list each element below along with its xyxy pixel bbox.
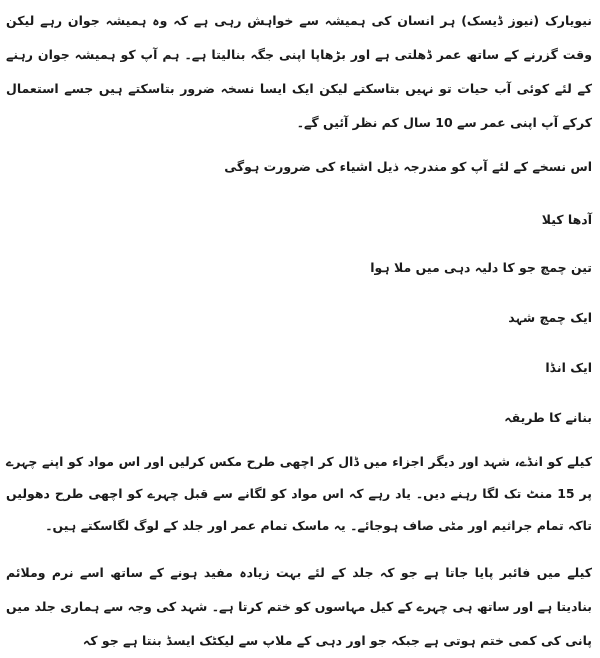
method-heading: بنانے کا طریقہ <box>504 410 592 425</box>
benefits-paragraph: کیلے میں فائبر پایا جاتا ہے جو کہ جلد کے لئے بہت زیادہ مفید ہونے کے ساتھ اسے نرم وملائم بنادیتا ہے اور ساتھ ہی چہرے کے کیل مہاسوں کو ختم کرتا ہے۔ شہد کی وجہ سے ہماری جلد میں پانی کی کمی ختم ہوتی ہے جبکہ جو اور دہی کے ملاپ سے لیکٹک ایسڈ بنتا ہے جو کہ <box>6 565 592 648</box>
ingredients-intro: اس نسخے کے لئے آپ کو مندرجہ ذیل اشیاء کی ضرورت ہوگی <box>224 159 592 174</box>
intro-paragraph: نیویارک (نیوز ڈیسک) ہر انسان کی ہمیشہ سے خواہش رہی ہے کہ وہ ہمیشہ جوان رہے لیکن وقت گزرنے کے ساتھ عمر ڈھلتی ہے اور بڑھاپا اپنی جگہ بنالیتا ہے۔ ہم آپ کو ہمیشہ جوان رہنے کے لئے کوئی آب حیات تو نہیں بتاسکتے لیکن ایک ایسا نسخہ ضرور بتاسکتے ہیں جسے استعمال کرکے آپ اپنی عمر سے 10 سال کم نظر آئیں گے۔ <box>6 13 592 130</box>
ingredient-item: ایک انڈا <box>545 360 592 375</box>
ingredient-item: تین چمچ جو کا دلیہ دہی میں ملا ہوا <box>370 260 592 275</box>
article-page <box>0 4 600 648</box>
ingredient-item: ایک چمچ شہد <box>508 310 592 325</box>
ingredient-item: آدھا کیلا <box>541 212 592 227</box>
method-paragraph: کیلے کو انڈے، شہد اور دیگر اجزاء میں ڈال کر اچھی طرح مکس کرلیں اور اس مواد کو اپنے چہرے پر 15 منٹ تک لگا رہنے دیں۔ یاد رہے کہ اس مواد کو لگانے سے قبل چہرے کو اچھی طرح دھولیں تاکہ تمام جراثیم اور مٹی صاف ہوجائے۔ یہ ماسک تمام عمر اور جلد کے لوگ لگاسکتے ہیں۔ <box>6 454 593 533</box>
